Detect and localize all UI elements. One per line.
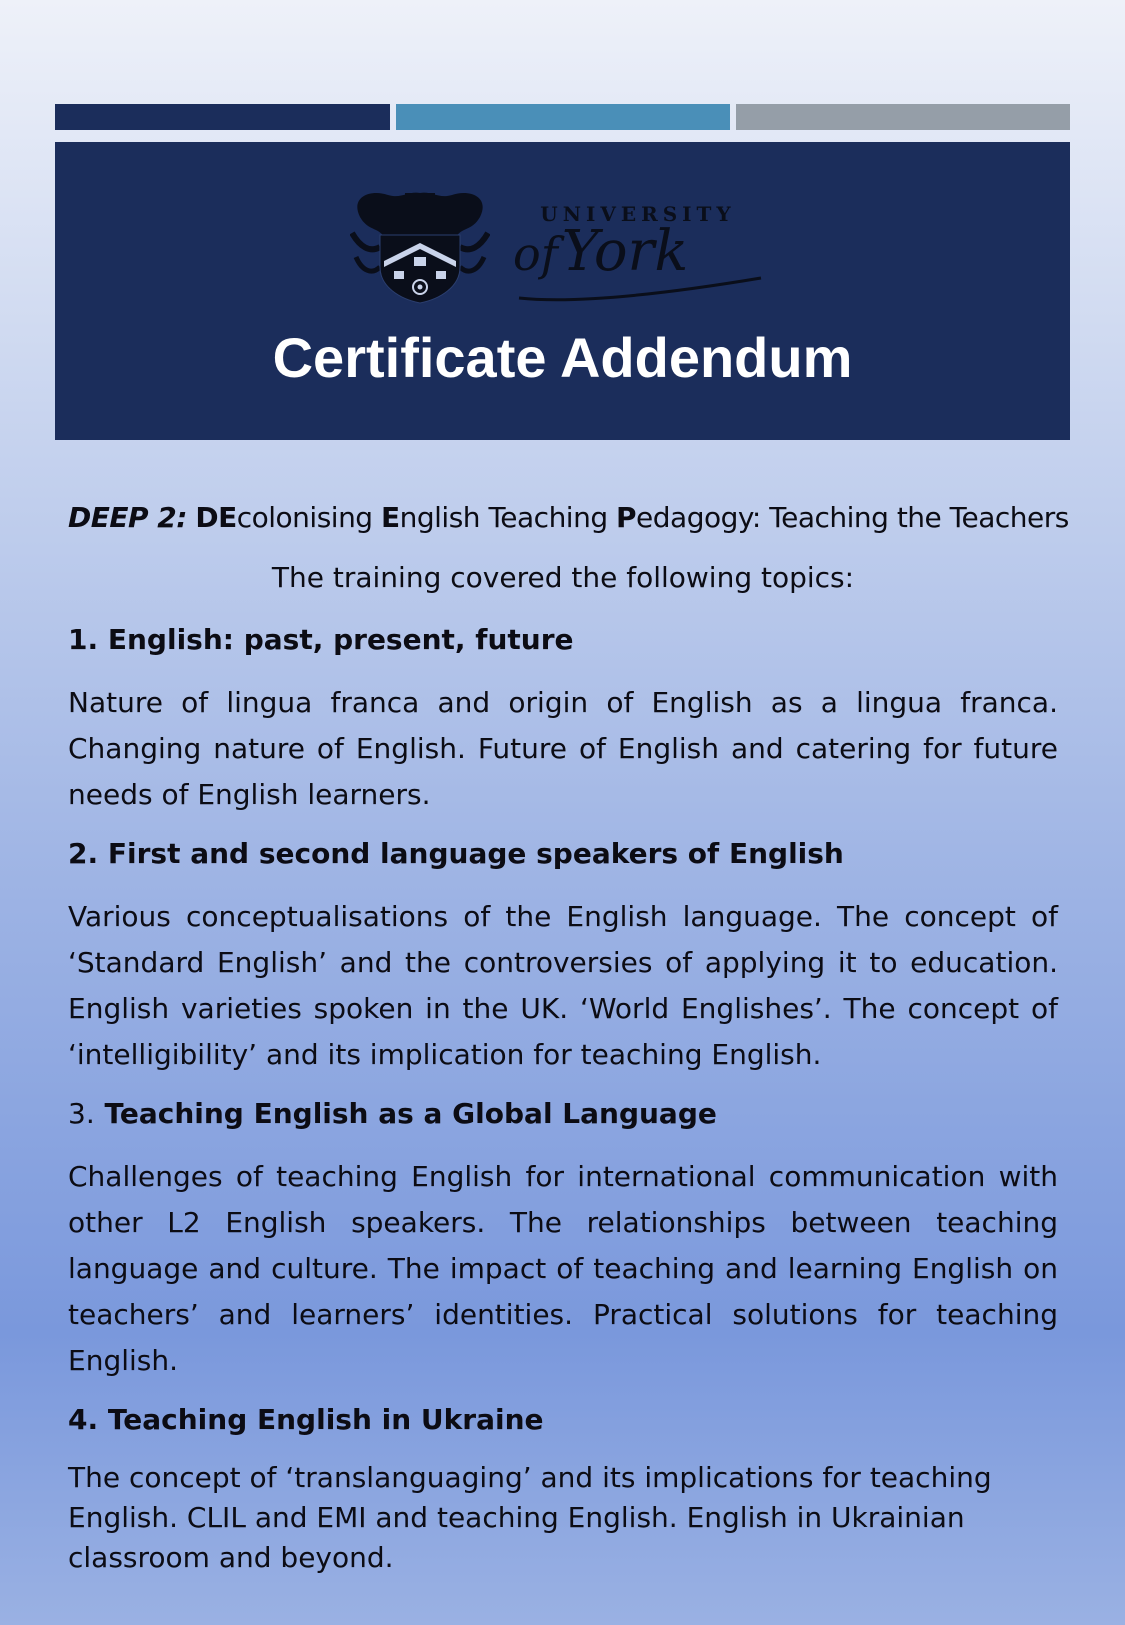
topic-description: Challenges of teaching English for international communication with other L2 English speakers. The relationships between teaching language and culture. The impact of teaching and learning English on teachers’ and learners’ identities. Practical solutions for teaching English. — [68, 1160, 1058, 1377]
topic-description: Various conceptualisations of the English language. The concept of ‘Standard English’ and the controversies of applying it to education. English varieties spoken in the UK. ‘World Englishes’. The concept of ‘intelligibility’ and its implication for teaching English. — [68, 900, 1058, 1071]
topic-heading — [68, 1400, 1058, 1440]
intro-text: The training covered the following topics: — [271, 561, 855, 594]
wordmark-of-text: of — [513, 227, 558, 281]
course-name-part-3-bold: P — [616, 501, 637, 534]
wordmark-name-text: York — [561, 219, 689, 284]
decorative-color-bars — [55, 104, 1070, 130]
topic-heading — [68, 620, 1058, 660]
course-name-part-3-rest: edagogy: Teaching the Teachers — [636, 501, 1069, 534]
navy-bar — [55, 104, 390, 130]
topic-heading — [68, 834, 1058, 874]
topic-number: 3. — [68, 1097, 95, 1130]
topic-number: 2. — [68, 837, 99, 870]
topic-title: First and second language speakers of English — [107, 837, 844, 870]
topic-number: 4. — [68, 1403, 99, 1436]
course-name-part-1-bold: DE — [195, 501, 237, 534]
course-title — [68, 498, 1069, 538]
header-banner — [55, 142, 1070, 440]
university-wordmark — [515, 202, 775, 302]
university-crest-icon — [350, 187, 490, 305]
course-label: DEEP 2: — [68, 501, 187, 534]
topic-title: Teaching English as a Global Language — [104, 1097, 717, 1130]
wordmark-university-text: UNIVERSITY — [540, 202, 736, 226]
topic-number: 1. — [68, 623, 99, 656]
page-title: Certificate Addendum — [272, 326, 853, 389]
topic-heading — [68, 1094, 1058, 1134]
wordmark-swash-icon — [515, 274, 765, 302]
grey-bar — [736, 104, 1070, 130]
course-name-part-2-rest: nglish Teaching — [399, 501, 617, 534]
teal-bar — [396, 104, 730, 130]
addendum-content — [68, 498, 1069, 1594]
topic-description: Nature of lingua franca and origin of English as a lingua franca. Changing nature of English. Future of English and catering for future needs of English learners. — [68, 686, 1058, 811]
course-name-part-2-bold: E — [380, 501, 400, 534]
topic-title: Teaching English in Ukraine — [107, 1403, 544, 1436]
course-name-part-1-rest: colonising — [236, 501, 381, 534]
topic-description: The concept of ‘translanguaging’ and its implications for teaching English. CLIL and EMI and teaching English. English in Ukrainian classroom and beyond. — [68, 1461, 992, 1574]
topic-title: English: past, present, future — [107, 623, 574, 656]
